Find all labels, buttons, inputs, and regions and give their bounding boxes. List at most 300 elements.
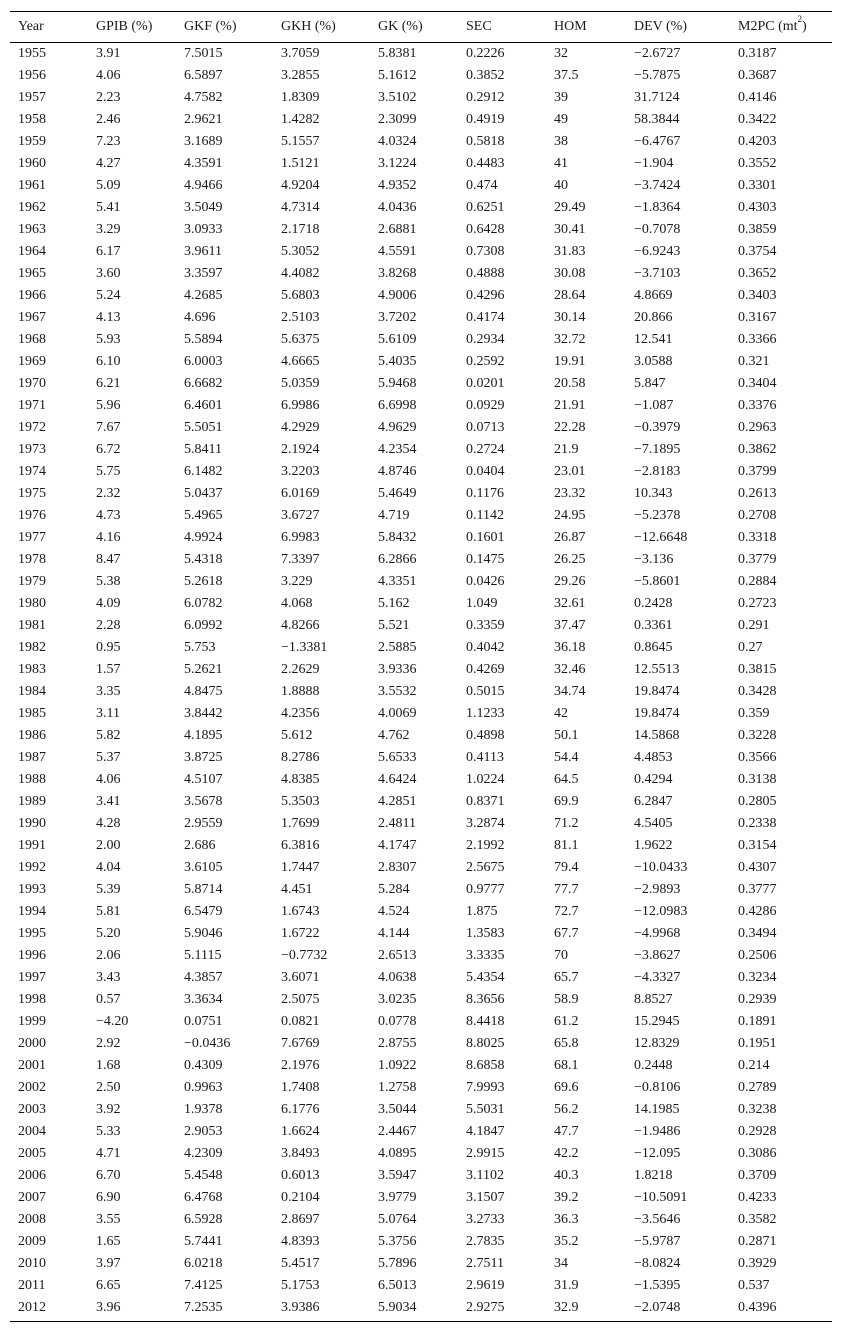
table-row [10, 373, 832, 395]
cell-hom: 79.4 [554, 860, 579, 875]
cell-sec: 3.2874 [466, 816, 505, 831]
cell-hom: 64.5 [554, 772, 579, 787]
cell-year: 1967 [18, 310, 46, 325]
cell-gpib: 3.11 [96, 706, 120, 721]
cell-m2pc: 0.359 [738, 706, 770, 721]
cell-gk: 3.1224 [378, 156, 417, 171]
cell-sec: 0.4296 [466, 288, 505, 303]
cell-gk: 4.5591 [378, 244, 417, 259]
cell-gk: 5.3756 [378, 1234, 417, 1249]
cell-hom: 32.9 [546, 1297, 626, 1322]
cell-sec: 5.5031 [466, 1102, 505, 1117]
cell-sec: 2.5675 [466, 860, 505, 875]
cell-hom: 72.7 [554, 904, 579, 919]
cell-gkh: 6.9986 [281, 398, 320, 413]
cell-dev: −2.8183 [634, 464, 681, 479]
cell-sec: 0.1601 [466, 530, 505, 545]
cell-gpib: 6.21 [96, 376, 121, 391]
cell-year: 2012 [10, 1297, 88, 1322]
cell-sec: 2.7511 [466, 1256, 504, 1271]
cell-hom: 29.26 [554, 574, 586, 589]
cell-year: 1992 [18, 860, 46, 875]
cell-dev: 8.8527 [634, 992, 673, 1007]
cell-gkh: 3.7059 [281, 46, 320, 61]
cell-gkf: 6.4768 [184, 1190, 223, 1205]
cell-gpib: 7.23 [96, 134, 121, 149]
cell-gkh: 4.451 [281, 882, 313, 897]
cell-m2pc: 0.2805 [738, 794, 777, 809]
cell-dev: −1.5395 [634, 1278, 681, 1293]
cell-gkh: 1.7699 [281, 816, 320, 831]
cell-gpib: 4.73 [96, 508, 121, 523]
cell-sec: 3.2733 [466, 1212, 505, 1227]
cell-gkh: 4.2356 [281, 706, 320, 721]
cell-hom: 39.2 [554, 1190, 579, 1205]
table-row [10, 637, 832, 659]
cell-hom: 49 [554, 112, 568, 127]
cell-gpib: 7.67 [96, 420, 121, 435]
cell-hom: 30.41 [554, 222, 586, 237]
cell-dev: −12.095 [634, 1146, 681, 1161]
cell-m2pc: 0.27 [738, 640, 763, 655]
cell-gkf: 4.3591 [184, 156, 223, 171]
cell-sec: 0.6251 [466, 200, 505, 215]
cell-gpib: 3.43 [96, 970, 121, 985]
cell-year: 1983 [18, 662, 46, 677]
cell-dev: 4.5405 [634, 816, 673, 831]
cell-gk: 4.0069 [378, 706, 417, 721]
cell-sec: 0.0426 [466, 574, 505, 589]
cell-gk: 2.4811 [378, 816, 416, 831]
cell-gkh: 2.2629 [281, 662, 320, 677]
cell-year: 2001 [18, 1058, 46, 1073]
cell-gkf: 6.0218 [184, 1256, 223, 1271]
cell-sec: 0.1475 [466, 552, 505, 567]
cell-gpib: 3.97 [96, 1256, 121, 1271]
table-row [10, 131, 832, 153]
cell-gk: 0.0778 [378, 1014, 417, 1029]
cell-hom: 31.9 [554, 1278, 579, 1293]
table-row [10, 593, 832, 615]
cell-hom: 38 [554, 134, 568, 149]
cell-sec: 3.3335 [466, 948, 505, 963]
cell-gkf: 6.0992 [184, 618, 223, 633]
cell-gpib: 5.39 [96, 882, 121, 897]
table-row [10, 417, 832, 439]
cell-gk: 6.2866 [378, 552, 417, 567]
table-row [10, 857, 832, 879]
table-row [10, 703, 832, 725]
cell-gkh: 1.7408 [281, 1080, 320, 1095]
cell-dev: 19.8474 [634, 684, 680, 699]
cell-gkh: 5.1557 [281, 134, 320, 149]
cell-hom: 23.32 [554, 486, 586, 501]
cell-gpib: 3.41 [96, 794, 121, 809]
cell-gpib: 3.60 [96, 266, 121, 281]
cell-m2pc: 0.3929 [738, 1256, 777, 1271]
table-row [10, 989, 832, 1011]
cell-dev: 58.3844 [634, 112, 680, 127]
table-row [10, 615, 832, 637]
cell-gk: 4.0638 [378, 970, 417, 985]
cell-gk: 1.0922 [378, 1058, 417, 1073]
cell-hom: 81.1 [554, 838, 579, 853]
cell-dev: −3.7424 [634, 178, 681, 193]
cell-gkh: 5.3503 [281, 794, 320, 809]
cell-hom: 30.08 [554, 266, 586, 281]
table-row [10, 505, 832, 527]
cell-year: 1999 [18, 1014, 46, 1029]
cell-hom: 21.91 [554, 398, 586, 413]
cell-hom: 35.2 [554, 1234, 579, 1249]
cell-gpib: 5.75 [96, 464, 121, 479]
cell-m2pc: 0.3366 [738, 332, 777, 347]
cell-m2pc: 0.2884 [738, 574, 777, 589]
cell-m2pc: 0.3779 [738, 552, 777, 567]
data-table-container [10, 11, 832, 1322]
table-row [10, 109, 832, 131]
cell-sec: 0.3852 [466, 68, 505, 83]
cell-gpib: 1.68 [96, 1058, 121, 1073]
cell-gkh: 4.9204 [281, 178, 320, 193]
cell-year: 1957 [18, 90, 46, 105]
cell-gkf: 6.6682 [184, 376, 223, 391]
cell-sec: 0.4113 [466, 750, 504, 765]
cell-gkh: 2.1924 [281, 442, 320, 457]
table-row [10, 923, 832, 945]
cell-m2pc: 0.3859 [738, 222, 777, 237]
cell-sec: 0.2592 [466, 354, 505, 369]
cell-year: 1973 [18, 442, 46, 457]
table-row [10, 1253, 832, 1275]
cell-hom: 32.46 [554, 662, 586, 677]
cell-dev: 12.541 [634, 332, 673, 347]
cell-gkf: 6.5928 [184, 1212, 223, 1227]
table-row [10, 571, 832, 593]
cell-m2pc: 0.291 [738, 618, 770, 633]
cell-gk: 4.9006 [378, 288, 417, 303]
cell-m2pc: 0.3652 [738, 266, 777, 281]
cell-gpib: 6.10 [96, 354, 121, 369]
cell-gkf: 5.2618 [184, 574, 223, 589]
cell-year: 1981 [18, 618, 46, 633]
cell-sec: 0.9777 [466, 882, 505, 897]
cell-gk: 5.9468 [378, 376, 417, 391]
cell-m2pc: 0.3301 [738, 178, 777, 193]
cell-dev: −12.0983 [634, 904, 688, 919]
cell-gkh: 7.3397 [281, 552, 320, 567]
cell-sec: 4.1847 [466, 1124, 505, 1139]
cell-gkh: 2.1718 [281, 222, 320, 237]
cell-hom: 56.2 [554, 1102, 579, 1117]
cell-sec: 0.4898 [466, 728, 505, 743]
cell-gpib: 5.82 [96, 728, 121, 743]
column-header-m2pc-suffix: ) [802, 19, 807, 34]
cell-gkf: 2.9559 [184, 816, 223, 831]
cell-gkh: 5.612 [281, 728, 313, 743]
cell-year: 1995 [18, 926, 46, 941]
cell-year: 2010 [18, 1256, 46, 1271]
cell-sec: 2.9915 [466, 1146, 505, 1161]
cell-gkf: 7.5015 [184, 46, 223, 61]
cell-gpib: 1.57 [96, 662, 121, 677]
cell-gpib: 4.04 [96, 860, 121, 875]
cell-gkh: 1.8888 [281, 684, 320, 699]
table-row [10, 1143, 832, 1165]
table-row [10, 879, 832, 901]
cell-sec: 0.4483 [466, 156, 505, 171]
cell-gk: 3.7202 [378, 310, 417, 325]
cell-year: 2007 [18, 1190, 46, 1205]
cell-sec: 0.0713 [466, 420, 505, 435]
cell-m2pc: 0.4233 [738, 1190, 777, 1205]
cell-gkf: 5.4548 [184, 1168, 223, 1183]
cell-gkh: 4.8266 [281, 618, 320, 633]
cell-sec: 5.4354 [466, 970, 505, 985]
cell-m2pc: 0.537 [738, 1278, 770, 1293]
cell-m2pc: 0.3777 [738, 882, 777, 897]
cell-hom: 68.1 [554, 1058, 579, 1073]
cell-gkf: 5.5894 [184, 332, 223, 347]
cell-gk: 2.5885 [378, 640, 417, 655]
cell-sec: 0.1142 [466, 508, 504, 523]
cell-sec: 0.0929 [466, 398, 505, 413]
cell-year: 2000 [18, 1036, 46, 1051]
cell-gkf: 5.4318 [184, 552, 223, 567]
cell-gkh: 2.8697 [281, 1212, 320, 1227]
cell-dev: 5.847 [634, 376, 666, 391]
cell-gkf: 5.8411 [184, 442, 222, 457]
cell-gkf: 6.1482 [184, 464, 223, 479]
cell-gkf: 6.4601 [184, 398, 223, 413]
cell-hom: 19.91 [554, 354, 586, 369]
cell-m2pc: 0.3709 [738, 1168, 777, 1183]
cell-gkf: 5.4965 [184, 508, 223, 523]
cell-gkh: 1.5121 [281, 156, 320, 171]
cell-gkf: 5.1115 [184, 948, 222, 963]
cell-sec: 2.7835 [466, 1234, 505, 1249]
cell-gkf: 1.9378 [184, 1102, 223, 1117]
cell-dev: 4.8669 [634, 288, 673, 303]
cell-gk: 2.8307 [378, 860, 417, 875]
table-row [10, 197, 832, 219]
column-header-dev: DEV (%) [626, 12, 730, 43]
cell-gkf: 3.9611 [184, 244, 222, 259]
column-header-hom: HOM [546, 12, 626, 43]
table-row [10, 65, 832, 87]
cell-gkh: 1.7447 [281, 860, 320, 875]
cell-m2pc: 0.2506 [738, 948, 777, 963]
cell-gk: 4.719 [378, 508, 410, 523]
cell-dev: 0.3361 [634, 618, 673, 633]
cell-gkf: 5.2621 [184, 662, 223, 677]
cell-gk: 3.8268 [378, 266, 417, 281]
table-row [10, 1275, 832, 1297]
cell-dev: −5.7875 [634, 68, 681, 83]
table-row [10, 329, 832, 351]
cell-year: 1976 [18, 508, 46, 523]
cell-m2pc: 0.3167 [738, 310, 777, 325]
cell-year: 1980 [18, 596, 46, 611]
cell-gkf: 3.0933 [184, 222, 223, 237]
cell-gpib: 4.16 [96, 530, 121, 545]
table-row [10, 725, 832, 747]
cell-gkh: 4.7314 [281, 200, 320, 215]
table-row [10, 1011, 832, 1033]
cell-gk: 4.524 [378, 904, 410, 919]
table-row [10, 1055, 832, 1077]
cell-hom: 32.72 [554, 332, 586, 347]
cell-hom: 65.7 [554, 970, 579, 985]
cell-m2pc: 0.321 [738, 354, 770, 369]
cell-hom: 71.2 [554, 816, 579, 831]
cell-m2pc: 0.2723 [738, 596, 777, 611]
table-row [10, 285, 832, 307]
cell-year: 1959 [18, 134, 46, 149]
cell-gk: 4.8746 [378, 464, 417, 479]
cell-dev: 12.5513 [634, 662, 680, 677]
cell-m2pc: 0.3318 [738, 530, 777, 545]
cell-sec: 0.7308 [466, 244, 505, 259]
cell-hom: 34.74 [554, 684, 586, 699]
cell-gpib: 0.95 [96, 640, 121, 655]
cell-year: 2006 [18, 1168, 46, 1183]
cell-year: 1977 [18, 530, 46, 545]
cell-m2pc: 0.3815 [738, 662, 777, 677]
cell-m2pc: 0.3582 [738, 1212, 777, 1227]
cell-sec: 0.6428 [466, 222, 505, 237]
cell-year: 1978 [18, 552, 46, 567]
cell-year: 2003 [18, 1102, 46, 1117]
cell-gpib: 5.38 [96, 574, 121, 589]
cell-gpib: 5.20 [96, 926, 121, 941]
table-row [10, 659, 832, 681]
cell-gkh: 2.5103 [281, 310, 320, 325]
cell-dev: −3.7103 [634, 266, 681, 281]
cell-hom: 67.7 [554, 926, 579, 941]
cell-dev: −2.0748 [626, 1297, 730, 1322]
cell-m2pc: 0.2963 [738, 420, 777, 435]
cell-gk: 5.6109 [378, 332, 417, 347]
cell-gpib: 6.90 [96, 1190, 121, 1205]
cell-hom: 41 [554, 156, 568, 171]
column-header-gkh: GKH (%) [273, 12, 370, 43]
cell-gkh: 3.6727 [281, 508, 320, 523]
cell-dev: −8.0824 [634, 1256, 681, 1271]
cell-m2pc: 0.3687 [738, 68, 777, 83]
cell-m2pc: 0.3404 [738, 376, 777, 391]
cell-sec: 0.4174 [466, 310, 505, 325]
cell-year: 1956 [18, 68, 46, 83]
cell-gpib: 3.55 [96, 1212, 121, 1227]
cell-gkf: 4.3857 [184, 970, 223, 985]
cell-gpib: 5.24 [96, 288, 121, 303]
data-table [10, 11, 832, 1322]
cell-gkh: 5.6803 [281, 288, 320, 303]
cell-gk: 5.4035 [378, 354, 417, 369]
cell-gkf: 5.9046 [184, 926, 223, 941]
cell-year: 2008 [18, 1212, 46, 1227]
cell-gk: 4.762 [378, 728, 410, 743]
cell-m2pc: 0.2789 [738, 1080, 777, 1095]
cell-gkh: 5.0359 [281, 376, 320, 391]
table-row [10, 439, 832, 461]
table-row [10, 681, 832, 703]
cell-hom: 47.7 [554, 1124, 579, 1139]
table-row [10, 1209, 832, 1231]
table-row [10, 791, 832, 813]
cell-year: 1969 [18, 354, 46, 369]
cell-gkh: 2.5075 [281, 992, 320, 1007]
cell-year: 1963 [18, 222, 46, 237]
cell-dev: −1.904 [634, 156, 674, 171]
cell-m2pc: 0.4396 [730, 1297, 832, 1322]
cell-dev: −2.9893 [634, 882, 681, 897]
cell-gpib: −4.20 [96, 1014, 129, 1029]
cell-gpib: 8.47 [96, 552, 121, 567]
cell-sec: 3.1507 [466, 1190, 505, 1205]
cell-hom: 23.01 [554, 464, 586, 479]
cell-year: 1985 [18, 706, 46, 721]
cell-gkf: 4.7582 [184, 90, 223, 105]
cell-m2pc: 0.4307 [738, 860, 777, 875]
cell-gkh: 3.8493 [281, 1146, 320, 1161]
cell-gkf: 5.7441 [184, 1234, 223, 1249]
cell-dev: −4.3327 [634, 970, 681, 985]
cell-sec: 0.3359 [466, 618, 505, 633]
column-header-gpib: GPIB (%) [88, 12, 176, 43]
cell-gkh: 6.1776 [281, 1102, 320, 1117]
cell-gk: 2.6513 [378, 948, 417, 963]
cell-hom: 39 [554, 90, 568, 105]
column-header-gkf: GKF (%) [176, 12, 273, 43]
cell-sec: 1.3583 [466, 926, 505, 941]
cell-year: 1989 [18, 794, 46, 809]
cell-gkf: 3.3597 [184, 266, 223, 281]
cell-m2pc: 0.3552 [738, 156, 777, 171]
cell-gk: 3.5532 [378, 684, 417, 699]
cell-dev: 12.8329 [634, 1036, 680, 1051]
cell-gk: 6.5013 [378, 1278, 417, 1293]
table-row [10, 483, 832, 505]
cell-year: 1965 [18, 266, 46, 281]
cell-sec: 0.2226 [466, 46, 505, 61]
table-row [10, 769, 832, 791]
cell-gkf: 3.1689 [184, 134, 223, 149]
table-row [10, 1231, 832, 1253]
cell-gkh: 1.6743 [281, 904, 320, 919]
cell-gkf: 3.8442 [184, 706, 223, 721]
table-row [10, 1297, 832, 1322]
table-row [10, 1187, 832, 1209]
cell-dev: 10.343 [634, 486, 673, 501]
cell-hom: 22.28 [554, 420, 586, 435]
cell-gkh: 3.2203 [281, 464, 320, 479]
cell-dev: −0.3979 [634, 420, 681, 435]
cell-sec: 0.8371 [466, 794, 505, 809]
table-row [10, 1033, 832, 1055]
cell-gkh: −1.3381 [281, 640, 328, 655]
cell-gkh: 5.4517 [281, 1256, 320, 1271]
cell-gkh: 1.6624 [281, 1124, 320, 1139]
column-header-m2pc [730, 12, 832, 43]
cell-gpib: 4.09 [96, 596, 121, 611]
cell-gkh: 0.2104 [281, 1190, 320, 1205]
table-header-row [10, 12, 832, 43]
cell-gk: 4.0436 [378, 200, 417, 215]
table-row [10, 1165, 832, 1187]
table-row [10, 549, 832, 571]
